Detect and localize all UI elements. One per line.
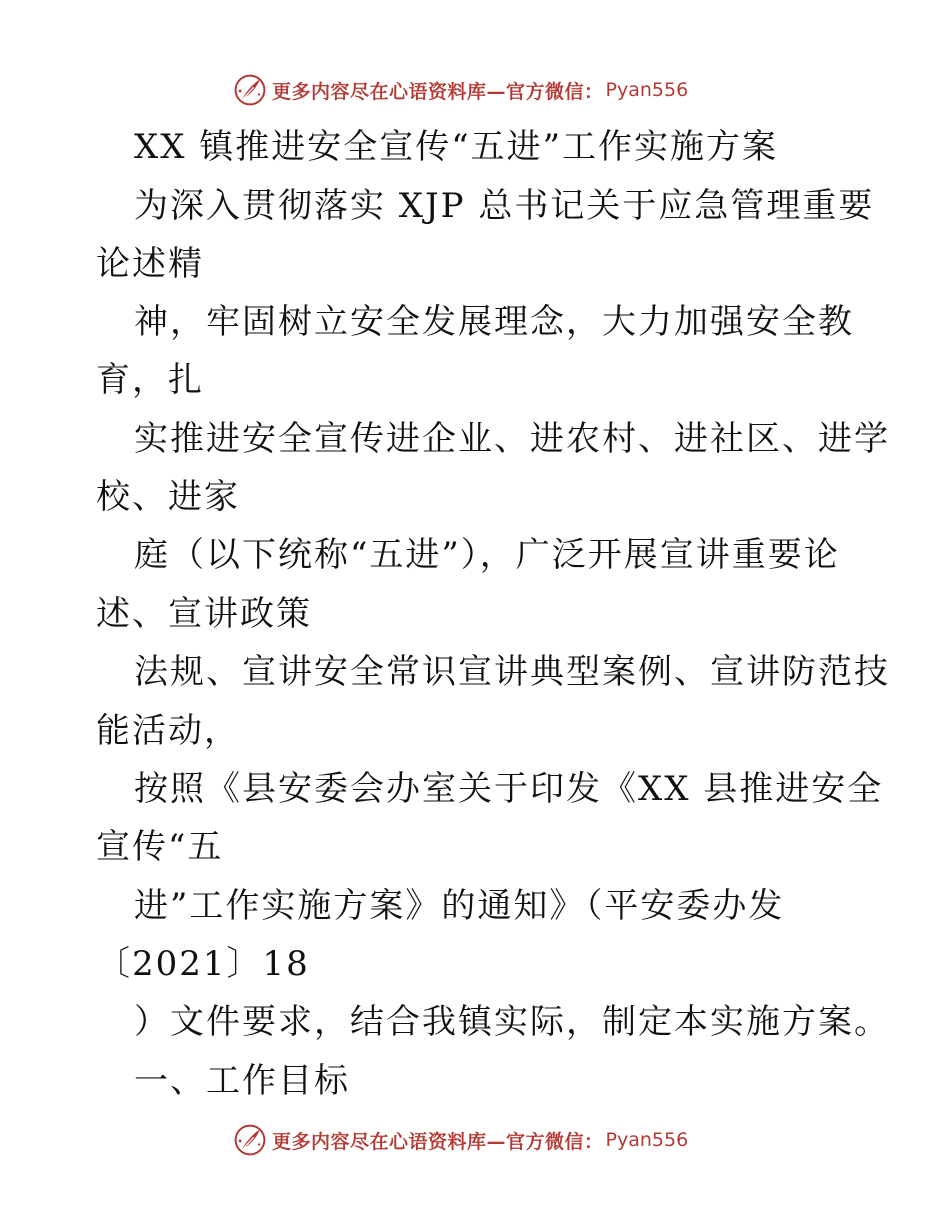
paragraph-line: 校、进家 [96,477,240,517]
paragraph-line: 〔2021〕18 [96,944,310,984]
paragraph-line: 实推进安全宣传进企业、进农村、进社区、进学 [134,419,890,459]
watermark-footer [232,1120,688,1160]
watermark-account: Pyan556 [605,79,689,101]
feather-pen-icon [232,1122,268,1158]
watermark-text: 更多内容尽在心语资料库—官方微信： [272,1130,604,1153]
paragraph-line: 能活动， [96,711,240,751]
paragraph-line: 庭（以下统称“五进”），广泛开展宣讲重要论 [134,535,840,575]
paragraph-line: 宣传“五 [96,827,224,867]
paragraph-line: 为深入贯彻落实 XJP 总书记关于应急管理重要 [134,186,875,226]
paragraph-line: 育，扎 [96,360,204,400]
document-title: XX 镇推进安全宣传“五进”工作实施方案 [134,127,778,167]
paragraph-line: 述、宣讲政策 [96,594,312,634]
watermark-account: Pyan556 [605,1129,689,1151]
paragraph-line: 论述精 [96,244,204,284]
paragraph-line: 法规、宣讲安全常识宣讲典型案例、宣讲防范技 [134,652,890,692]
paragraph-line: ）文件要求，结合我镇实际，制定本实施方案。 [134,1002,890,1042]
watermark-header [232,70,688,110]
watermark-text: 更多内容尽在心语资料库—官方微信： [272,80,604,103]
paragraph-line: 神，牢固树立安全发展理念，大力加强安全教 [134,302,854,342]
section-heading: 一、工作目标 [134,1061,350,1101]
feather-pen-icon [232,72,268,108]
paragraph-line: 进”工作实施方案》的通知》（平安委办发 [134,886,785,926]
paragraph-line: 按照《县安委会办室关于印发《XX 县推进安全 [134,769,884,809]
